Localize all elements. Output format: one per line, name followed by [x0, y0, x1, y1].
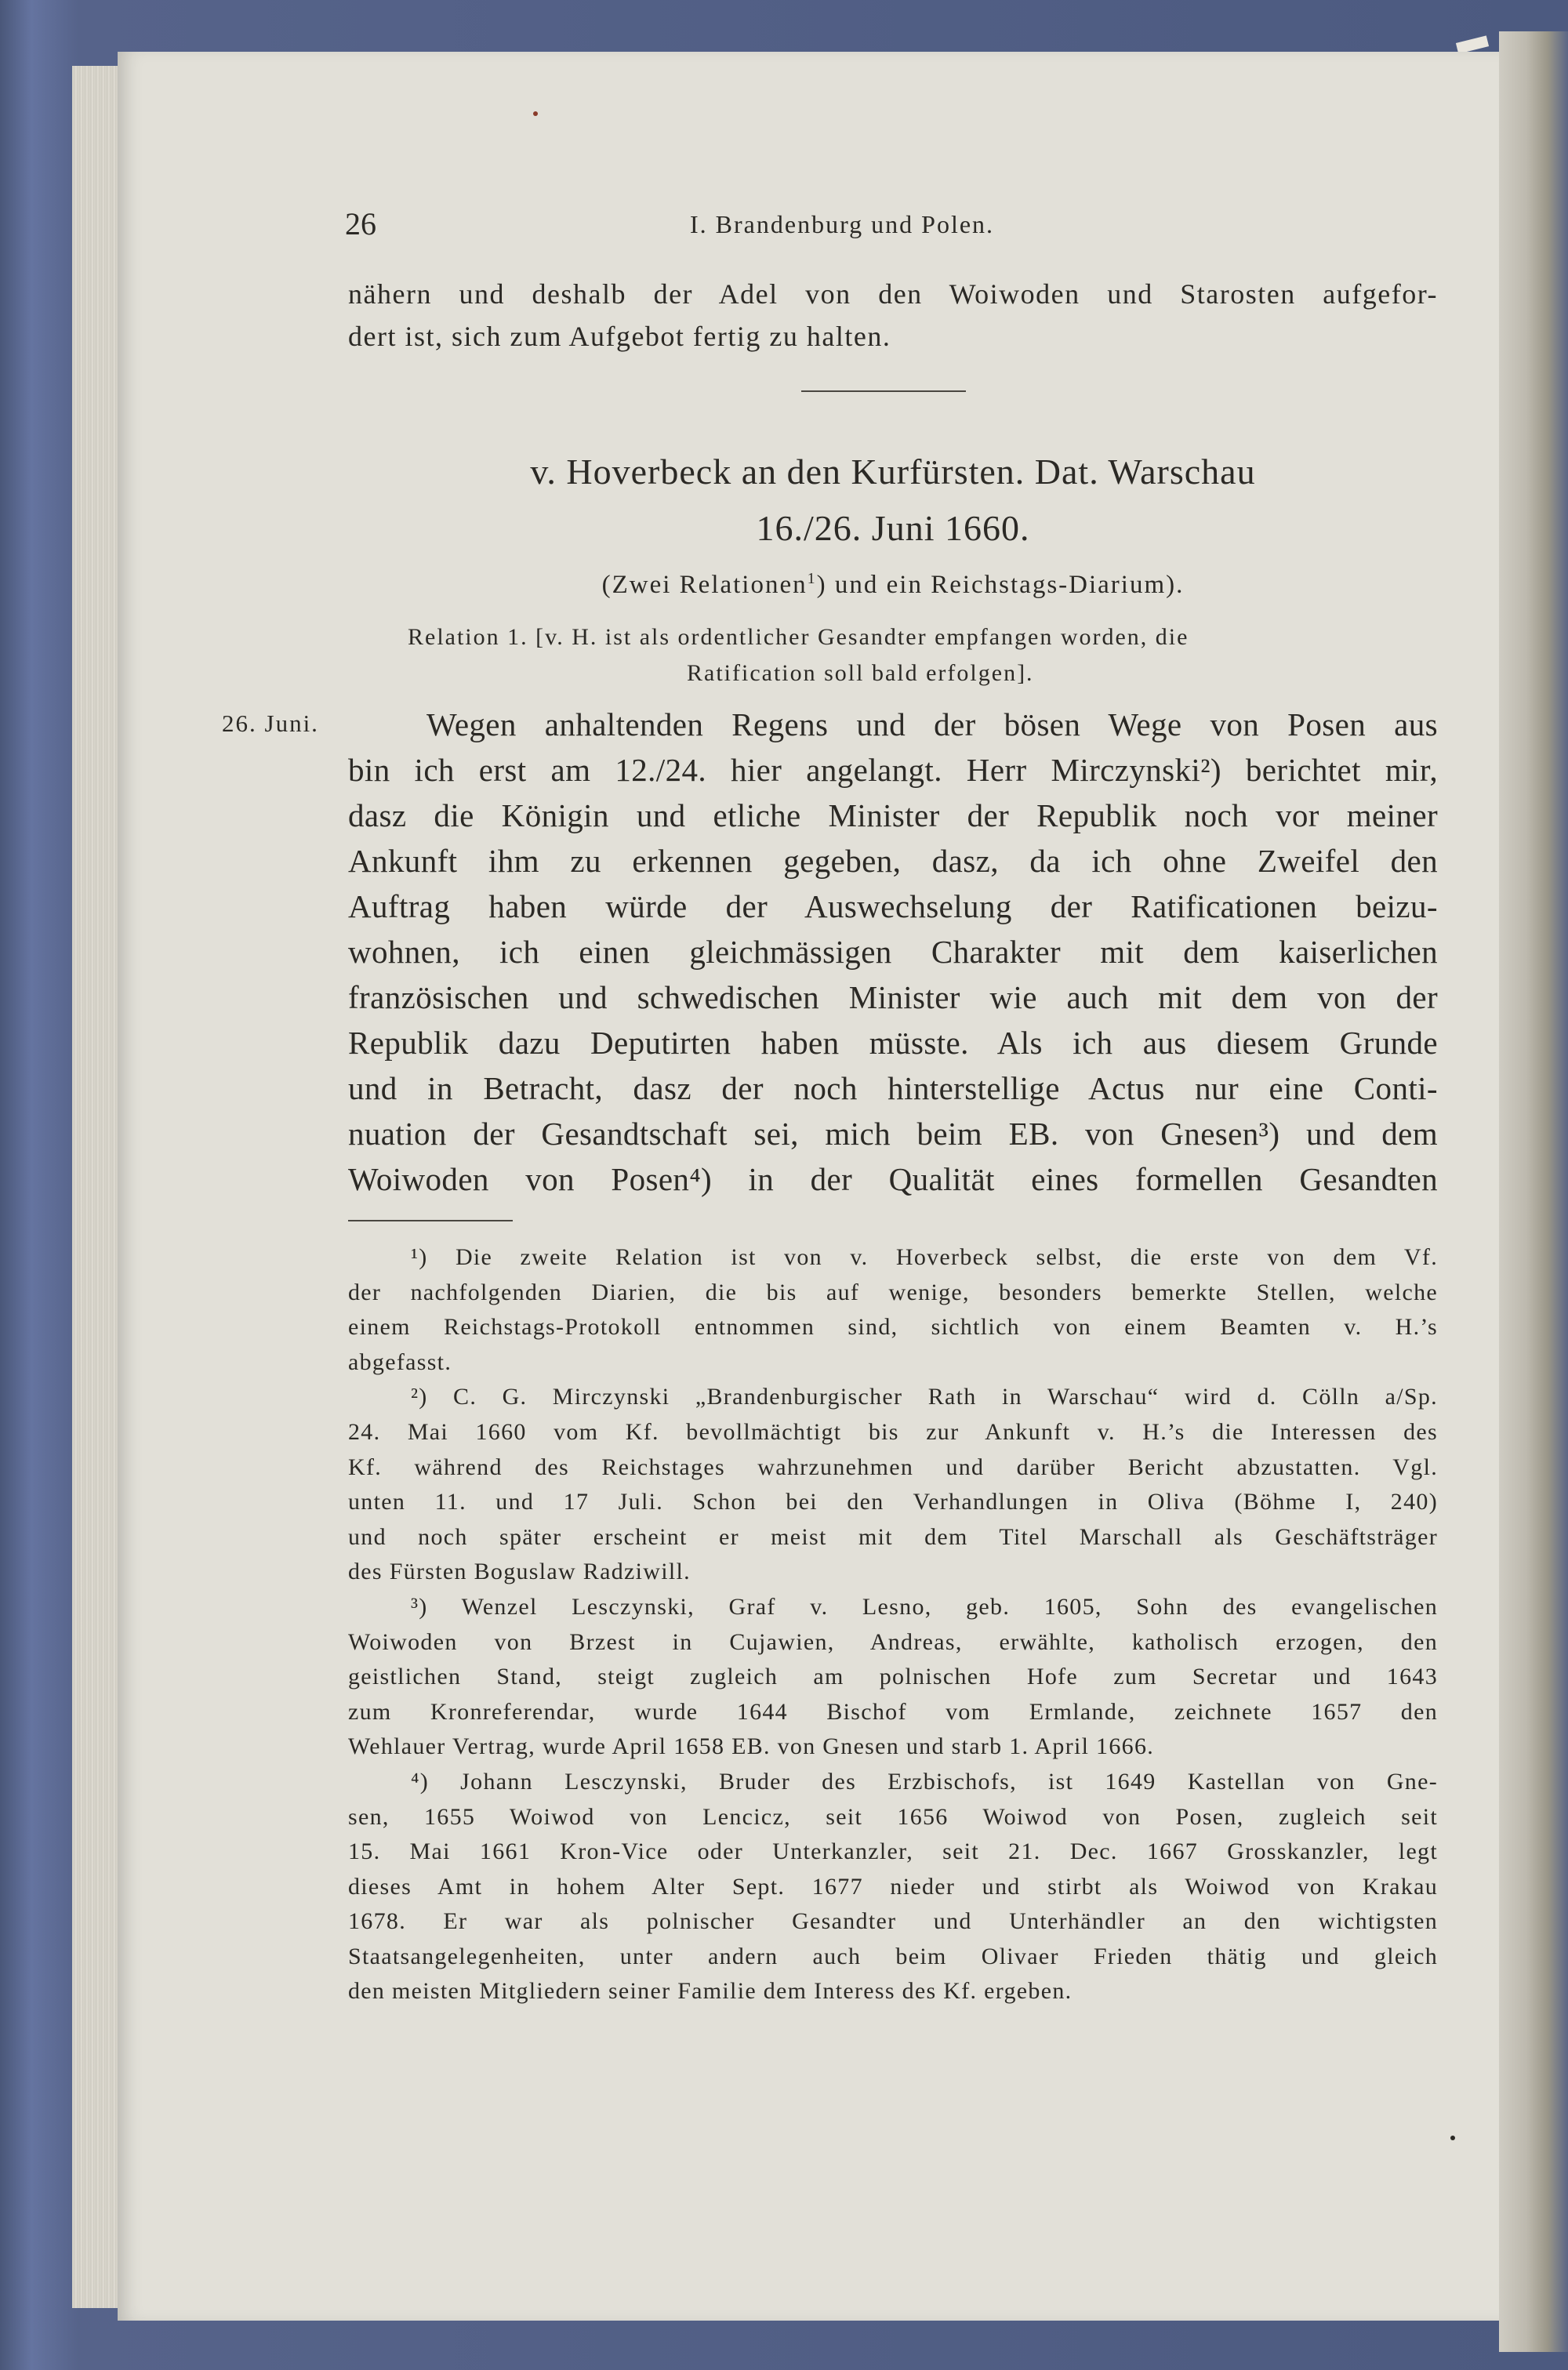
- body-line: Auftrag haben würde der Auswechselung der Ratificationen beizu-: [348, 888, 1438, 924]
- footnote-2-line: des Fürsten Boguslaw Radziwill.: [348, 1559, 691, 1585]
- footnote-2-line: unten 11. und 17 Juli. Schon bei den Verhandlungen in Oliva (Böhme I, 240): [348, 1489, 1438, 1515]
- footnotes: [348, 1240, 1438, 2009]
- body-line: Republik dazu Deputirten haben müsste. Als ich aus diesem Grunde: [348, 1025, 1438, 1061]
- body-line: und in Betracht, dasz der noch hinterstellige Actus nur eine Conti-: [348, 1070, 1438, 1106]
- footnote-4-line: dieses Amt in hohem Alter Sept. 1677 nieder und stirbt als Woiwod von Krakau: [348, 1873, 1438, 1900]
- body-line: Ankunft ihm zu erkennen gegeben, dasz, da ich ohne Zweifel den: [348, 843, 1438, 879]
- body-line: Wegen anhaltenden Regens und der bösen Wege von Posen aus: [426, 706, 1438, 742]
- footnote-rule: [348, 1220, 513, 1221]
- footnote-4-line: sen, 1655 Woiwod von Lencicz, seit 1656 Woiwod von Posen, zugleich seit: [348, 1803, 1438, 1830]
- footnote-1-line: der nachfolgenden Diarien, die bis auf wenige, besonders bemerkte Stellen, welche: [348, 1279, 1438, 1305]
- heading-line: v. Hoverbeck an den Kurfürsten. Dat. Warschau: [530, 452, 1256, 492]
- footnote-4-line: Staatsangelegenheiten, unter andern auch beim Olivaer Frieden thätig und gleich: [348, 1943, 1438, 1969]
- ink-dot: [1450, 2136, 1455, 2140]
- subheading-text: (Zwei Relationen: [601, 571, 808, 599]
- footnote-4-line: 15. Mai 1661 Kron-Vice oder Unterkanzler, seit 21. Dec. 1667 Grosskanzler, legt: [348, 1838, 1438, 1865]
- margin-date-note: 26. Juni.: [222, 710, 319, 737]
- relation-line: Ratification soll bald erfolgen].: [687, 660, 1034, 686]
- ink-speck: [533, 111, 538, 116]
- footnote-2-line: und noch später erscheint er meist mit dem Titel Marschall als Geschäftsträger: [348, 1523, 1438, 1550]
- footnote-4-line: ⁴) Johann Lesczynski, Bruder des Erzbischofs, ist 1649 Kastellan von Gne-: [411, 1768, 1438, 1795]
- heading-date: 16./26. Juni 1660.: [756, 508, 1030, 548]
- body-line: bin ich erst am 12./24. hier angelangt. Herr Mirczynski²) berichtet mir,: [348, 752, 1438, 788]
- body-line: nuation der Gesandtschaft sei, mich beim EB. von Gnesen³) und dem: [348, 1116, 1438, 1152]
- intro-paragraph: [348, 273, 1438, 357]
- footnote-1-line: ¹) Die zweite Relation ist von v. Hoverbeck selbst, die erste von dem Vf.: [411, 1244, 1438, 1270]
- footnote-1-line: einem Reichstags-Protokoll entnommen sind, sichtlich von einem Beamten v. H.’s: [348, 1314, 1438, 1341]
- footnote-4-line: 1678. Er war als polnischer Gesandter und Unterhändler an den wichtigsten: [348, 1908, 1438, 1935]
- footnote-4-line: den meisten Mitgliedern seiner Familie dem Interess des Kf. ergeben.: [348, 1978, 1073, 2005]
- intro-line: nähern und deshalb der Adel von den Woiwoden und Starosten aufgefor-: [348, 278, 1438, 310]
- intro-line: dert ist, sich zum Aufgebot fertig zu halten.: [348, 321, 891, 352]
- footnote-3-line: Wehlauer Vertrag, wurde April 1658 EB. von Gnesen und starb 1. April 1666.: [348, 1733, 1155, 1760]
- footnote-3-line: ³) Wenzel Lesczynski, Graf v. Lesno, geb. 1605, Sohn des evangelischen: [411, 1593, 1438, 1620]
- body-paragraph: [348, 702, 1438, 1202]
- body-line: französischen und schwedischen Minister wie auch mit dem von der: [348, 979, 1438, 1015]
- footnote-2-line: ²) C. G. Mirczynski „Brandenburgischer Rath in Warschau“ wird d. Cölln a/Sp.: [411, 1384, 1438, 1410]
- section-separator: [801, 390, 966, 392]
- body-line: dasz die Königin und etliche Minister der Republik noch vor meiner: [348, 797, 1438, 833]
- relation-summary: [408, 619, 1443, 691]
- footnote-3-line: geistlichen Stand, steigt zugleich am polnischen Hofe zum Secretar und 1643: [348, 1664, 1438, 1690]
- running-head: [345, 205, 1443, 252]
- footnote-2-line: Kf. während des Reichstages wahrzunehmen und darüber Bericht abzustatten. Vgl.: [348, 1454, 1438, 1480]
- document-heading: [348, 444, 1438, 557]
- footnote-3-line: Woiwoden von Brzest in Cujawien, Andreas, erwählte, katholisch erzogen, den: [348, 1628, 1438, 1655]
- page-number: 26: [345, 206, 376, 241]
- book-gutter-right: [1499, 31, 1568, 2352]
- subheading: [348, 563, 1438, 607]
- body-line: wohnen, ich einen gleichmässigen Charakter mit dem kaiserlichen: [348, 934, 1438, 970]
- footnote-marker: 1: [807, 570, 817, 587]
- running-title: I. Brandenburg und Polen.: [690, 210, 995, 238]
- footnote-3-line: zum Kronreferendar, wurde 1644 Bischof vom Ermlande, zeichnete 1657 den: [348, 1698, 1438, 1725]
- relation-line: Relation 1. [v. H. ist als ordentlicher Gesandter empfangen worden, die: [408, 624, 1189, 650]
- footnote-1-line: abgefasst.: [348, 1348, 452, 1375]
- footnote-2-line: 24. Mai 1660 vom Kf. bevollmächtigt bis zur Ankunft v. H.’s die Interessen des: [348, 1418, 1438, 1445]
- body-line: Woiwoden von Posen⁴) in der Qualität eines formellen Gesandten: [348, 1161, 1438, 1197]
- subheading-text: ) und ein Reichstags-Diarium).: [816, 571, 1185, 599]
